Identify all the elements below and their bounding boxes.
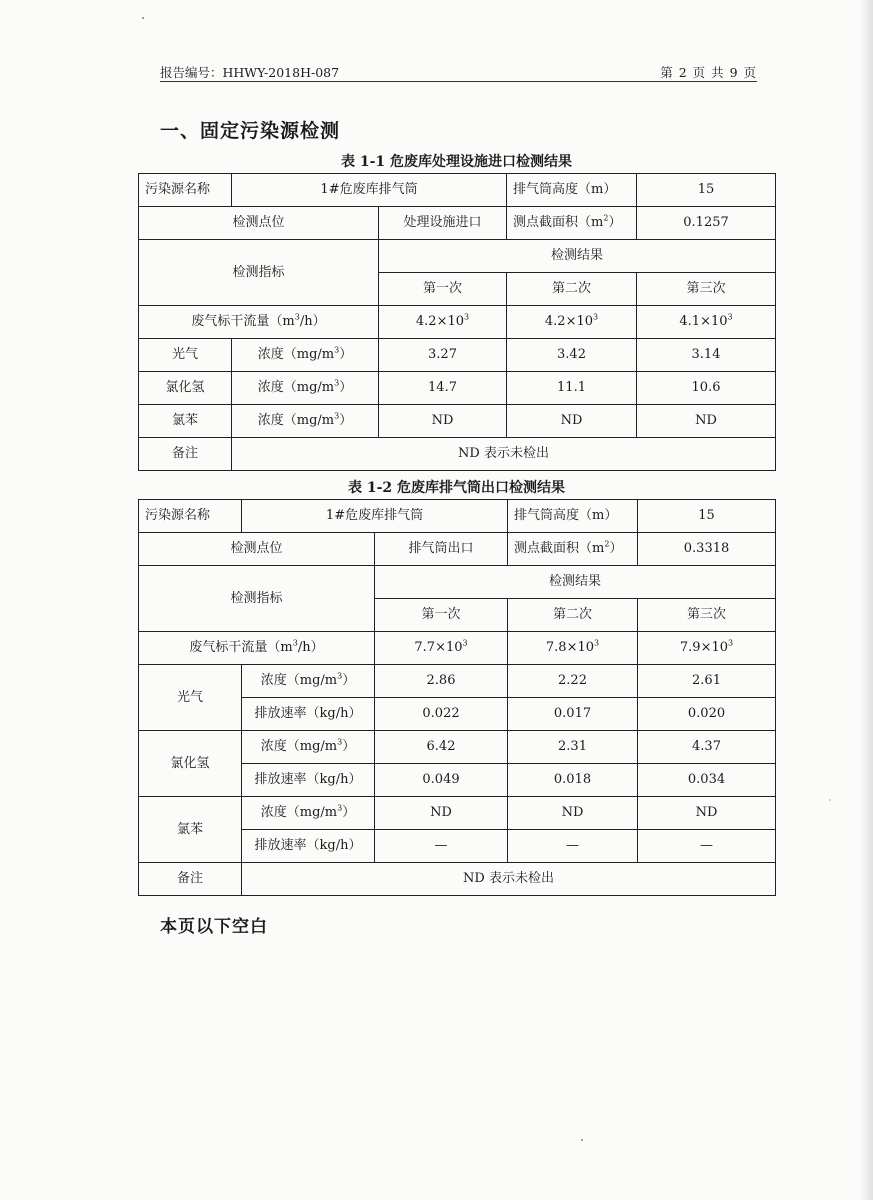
indicator-label: 检测指标 [139,240,379,306]
speck [829,799,831,801]
table-row [139,306,776,339]
value-cell: 0.017 [508,698,638,731]
value-cell: ND [375,797,508,830]
pollutant-chlorobenzene: 氯苯 [139,405,232,438]
param-concentration: 浓度$(mg/m^3)$ [232,372,379,405]
pollutant-phosgene: 光气 [139,339,232,372]
param-concentration: 浓度$(mg/m^3)$ [242,731,375,764]
value-cell: 3.27 [379,339,507,372]
speck [581,1139,583,1141]
value-cell: 0.022 [375,698,508,731]
table-row [139,207,776,240]
value-cell: 3.14 [637,339,776,372]
value-cell: 2.22 [508,665,638,698]
value-cell: 3.42 [507,339,637,372]
table-row [139,405,776,438]
run-3-label: 第三次 [637,273,776,306]
run-1-label: 第一次 [379,273,507,306]
area-value: 0.1257 [637,207,776,240]
run-3-label: 第三次 [638,599,776,632]
table-row [139,372,776,405]
value-cell: 4.37 [638,731,776,764]
run-2-label: 第二次 [508,599,638,632]
remark-label: 备注 [139,863,242,896]
value-cell: 2.61 [638,665,776,698]
remark-value: ND 表示未检出 [242,863,776,896]
value-cell: ND [637,405,776,438]
table1 [138,173,776,471]
point-value: 处理设施进口 [379,207,507,240]
param-emission-rate: 排放速率（kg/h） [242,764,375,797]
table-row [139,566,776,599]
param-emission-rate: 排放速率（kg/h） [242,830,375,863]
table2 [138,499,776,896]
remark-label: 备注 [139,438,232,471]
stack-height-label: 排气筒高度（m） [508,500,638,533]
point-value: 排气筒出口 [375,533,508,566]
table-row [139,863,776,896]
flow-value-3: $4.1\times 10^3$ [637,306,776,339]
flow-value-2: $7.8\times 10^3$ [508,632,638,665]
pollutant-chlorobenzene: 氯苯 [139,797,242,863]
stack-height-value: 15 [638,500,776,533]
value-cell: ND [508,797,638,830]
stack-height-label: 排气筒高度（m） [507,174,637,207]
point-label: 检测点位 [139,207,379,240]
area-value: 0.3318 [638,533,776,566]
table-row [139,731,776,764]
result-label: 检测结果 [375,566,776,599]
param-concentration: 浓度$(mg/m^3)$ [242,797,375,830]
pollutant-hcl: 氯化氢 [139,731,242,797]
value-cell: 11.1 [507,372,637,405]
table-row [139,339,776,372]
value-cell: 0.020 [638,698,776,731]
value-cell: ND [638,797,776,830]
table2-caption: 表 1-2 危废库排气筒出口检测结果 [347,480,566,496]
page-number: 第 2 页 共 9 页 [660,65,757,80]
table-row [139,500,776,533]
value-cell: — [375,830,508,863]
page-header [160,61,757,83]
source-value: 1#危废库排气筒 [242,500,508,533]
area-label: 测点截面积$(m^2)$ [508,533,638,566]
table-row [139,797,776,830]
page-blank-note: 本页以下空白 [160,917,268,937]
param-concentration: 浓度$(mg/m^3)$ [242,665,375,698]
value-cell: 14.7 [379,372,507,405]
stack-height-value: 15 [637,174,776,207]
table1-caption: 表 1-1 危废库处理设施进口检测结果 [340,154,573,170]
speck [142,17,144,19]
table-row [139,240,776,273]
value-cell: 0.049 [375,764,508,797]
remark-value: ND 表示未检出 [232,438,776,471]
result-label: 检测结果 [379,240,776,273]
header-rule [160,81,757,82]
flow-value-1: $7.7\times 10^3$ [375,632,508,665]
run-2-label: 第二次 [507,273,637,306]
table-row [139,438,776,471]
report-number: 报告编号：HHWY-2018H-087 [160,65,340,80]
flow-value-2: $4.2\times 10^3$ [507,306,637,339]
param-concentration: 浓度$(mg/m^3)$ [232,339,379,372]
point-label: 检测点位 [139,533,375,566]
value-cell: 0.018 [508,764,638,797]
value-cell: 0.034 [638,764,776,797]
table-row [139,174,776,207]
param-emission-rate: 排放速率（kg/h） [242,698,375,731]
source-value: 1#危废库排气筒 [232,174,507,207]
table-row [139,533,776,566]
run-1-label: 第一次 [375,599,508,632]
flow-label: 废气标干流量$(m^3/h)$ [139,306,379,339]
value-cell: 2.86 [375,665,508,698]
pollutant-hcl: 氯化氢 [139,372,232,405]
table-row [139,632,776,665]
indicator-label: 检测指标 [139,566,375,632]
area-label: 测点截面积$(m^2)$ [507,207,637,240]
flow-label: 废气标干流量$(m^3/h)$ [139,632,375,665]
flow-value-3: $7.9\times 10^3$ [638,632,776,665]
source-label: 污染源名称 [139,174,232,207]
value-cell: ND [379,405,507,438]
value-cell: ND [507,405,637,438]
value-cell: 10.6 [637,372,776,405]
param-concentration: 浓度$(mg/m^3)$ [232,405,379,438]
value-cell: 6.42 [375,731,508,764]
value-cell: — [638,830,776,863]
source-label: 污染源名称 [139,500,242,533]
table-row [139,665,776,698]
section-title: 一、固定污染源检测 [160,120,341,142]
flow-value-1: $4.2\times 10^3$ [379,306,507,339]
pollutant-phosgene: 光气 [139,665,242,731]
value-cell: — [508,830,638,863]
value-cell: 2.31 [508,731,638,764]
